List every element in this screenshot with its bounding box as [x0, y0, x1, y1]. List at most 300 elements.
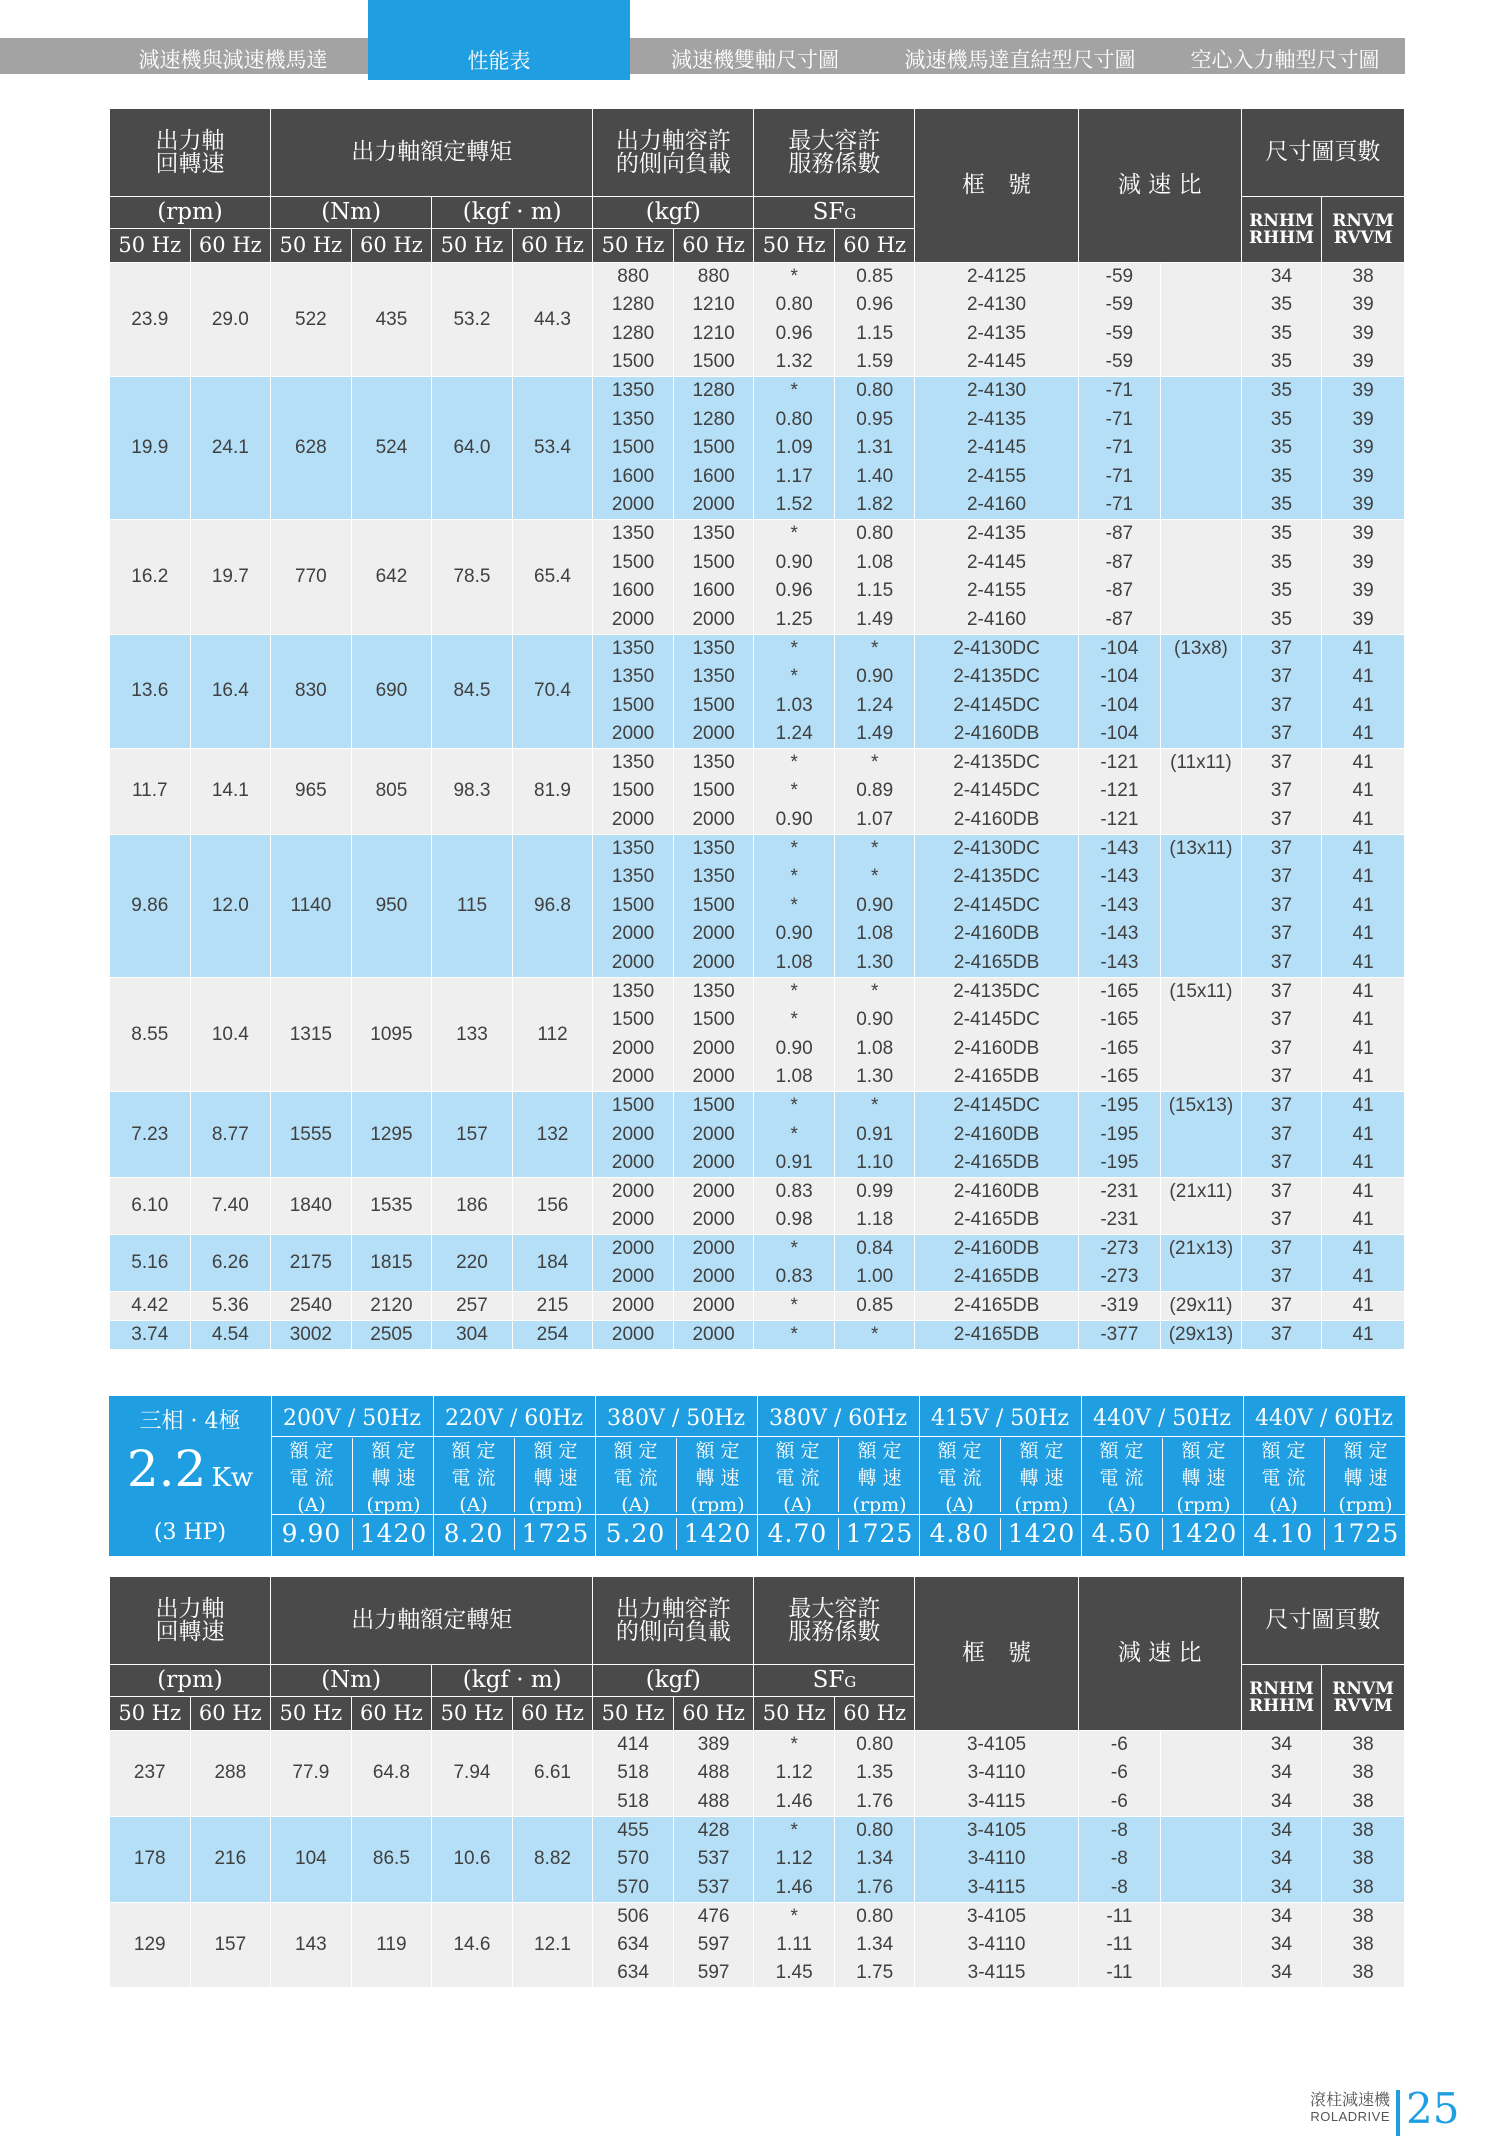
motor-rated-current: 5.20 — [605, 1519, 666, 1548]
cell-load-60: 2000 — [673, 491, 754, 520]
cell-load-60: 2000 — [673, 1235, 754, 1264]
cell-sf-60: 1.08 — [834, 1035, 915, 1064]
nav-tab-reducers[interactable]: 減速機與減速機馬達 — [138, 48, 328, 72]
cell-load-50: 2000 — [593, 491, 674, 520]
cell-sf-50: * — [754, 1320, 835, 1349]
rated-speed-label: 額 定 轉 速 — [857, 1440, 902, 1489]
header-hz60: 60 Hz — [673, 1697, 754, 1731]
cell-sf-50: * — [754, 1731, 835, 1760]
table-row — [110, 263, 1405, 292]
table-row — [110, 977, 1405, 1006]
cell-rpm60: 4.54 — [190, 1320, 271, 1349]
cell-sf-60: * — [834, 1320, 915, 1349]
cell-sf-60: * — [834, 749, 915, 778]
cell-sf-60: 0.90 — [834, 892, 915, 921]
header-speed-title: 出力軸 回轉速 — [110, 1577, 271, 1665]
cell-frame: 2-4135 — [915, 405, 1078, 434]
cell-dim-rnvm: 41 — [1322, 1206, 1405, 1235]
cell-frame: 2-4160DB — [915, 720, 1078, 749]
cell-sf-50: 0.90 — [754, 920, 835, 949]
cell-ratio: -104 — [1078, 720, 1161, 749]
cell-sf-60: 0.80 — [834, 1731, 915, 1760]
cell-dim-rnvm: 41 — [1322, 691, 1405, 720]
motor-spec-band — [109, 1396, 1405, 1556]
cell-ratio: -11 — [1078, 1931, 1161, 1960]
header-hz60: 60 Hz — [512, 229, 593, 263]
cell-load-50: 634 — [593, 1931, 674, 1960]
nav-tab-hollow-shaft[interactable]: 空心入力軸型尺寸圖 — [1190, 48, 1380, 72]
cell-rpm60: 216 — [190, 1816, 271, 1902]
cell-sf-60: 1.40 — [834, 463, 915, 492]
header-sf-unit — [754, 197, 915, 229]
header-hz60: 60 Hz — [834, 229, 915, 263]
cell-ratio-note — [1161, 920, 1242, 949]
cell-load-50: 2000 — [593, 720, 674, 749]
cell-sf-50: * — [754, 634, 835, 663]
cell-load-60: 1350 — [673, 863, 754, 892]
cell-ratio: -87 — [1078, 520, 1161, 549]
motor-hp: (3 HP) — [153, 1520, 227, 1545]
cell-rpm60: 14.1 — [190, 749, 271, 835]
nav-tab-dual-shaft[interactable]: 減速機雙軸尺寸圖 — [671, 48, 839, 72]
cell-ratio-note: (13x11) — [1161, 834, 1242, 863]
cell-rpm60: 16.4 — [190, 634, 271, 748]
cell-rpm60: 10.4 — [190, 977, 271, 1091]
cell-sf-60: 0.80 — [834, 377, 915, 406]
table-row — [110, 1320, 1405, 1349]
cell-dim-rnhm: 35 — [1241, 491, 1322, 520]
motor-rated-current: 4.70 — [767, 1519, 828, 1548]
cell-dim-rnhm: 35 — [1241, 320, 1322, 349]
header-load-title: 出力軸容許 的側向負載 — [593, 1577, 754, 1665]
cell-dim-rnhm: 37 — [1241, 1063, 1322, 1092]
cell-ratio: -377 — [1078, 1320, 1161, 1349]
cell-kgf60: 12.1 — [512, 1902, 593, 1988]
cell-ratio: -143 — [1078, 920, 1161, 949]
cell-dim-rnhm: 37 — [1241, 634, 1322, 663]
motor-power-value: 2.2 — [126, 1440, 207, 1498]
cell-sf-60: 1.30 — [834, 949, 915, 978]
cell-dim-rnhm: 37 — [1241, 1292, 1322, 1321]
cell-ratio-note — [1161, 548, 1242, 577]
cell-dim-rnhm: 37 — [1241, 1235, 1322, 1264]
cell-sf-60: 1.30 — [834, 1063, 915, 1092]
cell-load-50: 518 — [593, 1759, 674, 1788]
cell-kgf60: 254 — [512, 1320, 593, 1349]
cell-dim-rnhm: 37 — [1241, 834, 1322, 863]
cell-load-60: 2000 — [673, 806, 754, 835]
cell-load-60: 1500 — [673, 348, 754, 377]
rated-speed-label: 額 定 轉 速 — [1181, 1440, 1226, 1489]
cell-dim-rnvm: 41 — [1322, 1092, 1405, 1121]
cell-load-50: 506 — [593, 1902, 674, 1931]
cell-sf-50: 0.90 — [754, 548, 835, 577]
cell-kgf60: 8.82 — [512, 1816, 593, 1902]
cell-load-60: 1350 — [673, 749, 754, 778]
cell-frame: 2-4160DB — [915, 806, 1078, 835]
rated-current-label: 額 定 電 流 — [289, 1440, 334, 1489]
cell-load-60: 597 — [673, 1931, 754, 1960]
cell-load-50: 1500 — [593, 892, 674, 921]
cell-frame: 3-4110 — [915, 1845, 1078, 1874]
cell-load-60: 2000 — [673, 1120, 754, 1149]
cell-kgf50: 7.94 — [432, 1731, 513, 1817]
motor-power — [109, 1440, 271, 1498]
cell-dim-rnhm: 37 — [1241, 1206, 1322, 1235]
cell-sf-50: * — [754, 1006, 835, 1035]
cell-dim-rnhm: 37 — [1241, 663, 1322, 692]
table-row — [110, 1092, 1405, 1121]
header-load-title: 出力軸容許 的側向負載 — [593, 109, 754, 197]
cell-ratio: -87 — [1078, 548, 1161, 577]
cell-dim-rnvm: 39 — [1322, 377, 1405, 406]
cell-dim-rnhm: 37 — [1241, 749, 1322, 778]
cell-dim-rnhm: 37 — [1241, 1149, 1322, 1178]
motor-speed-header — [1000, 1438, 1082, 1516]
cell-ratio: -273 — [1078, 1263, 1161, 1292]
cell-kgf50: 64.0 — [432, 377, 513, 520]
cell-ratio: -87 — [1078, 606, 1161, 635]
cell-load-50: 2000 — [593, 1063, 674, 1092]
cell-sf-50: 1.17 — [754, 463, 835, 492]
cell-ratio-note — [1161, 1759, 1242, 1788]
cell-dim-rnvm: 38 — [1322, 1931, 1405, 1960]
rated-speed-unit: (rpm) — [690, 1494, 745, 1516]
cell-load-50: 1350 — [593, 663, 674, 692]
cell-dim-rnhm: 37 — [1241, 1120, 1322, 1149]
cell-nm50: 143 — [271, 1902, 352, 1988]
cell-ratio: -319 — [1078, 1292, 1161, 1321]
header-torque-unit-kgf: (kgf · m) — [432, 1665, 593, 1697]
cell-nm60: 524 — [351, 377, 432, 520]
motor-rated-current: 9.90 — [281, 1519, 342, 1548]
cell-dim-rnhm: 37 — [1241, 949, 1322, 978]
cell-rpm60: 8.77 — [190, 1092, 271, 1178]
cell-dim-rnvm: 41 — [1322, 1035, 1405, 1064]
cell-rpm50: 13.6 — [110, 634, 191, 748]
cell-dim-rnhm: 35 — [1241, 548, 1322, 577]
cell-load-60: 488 — [673, 1788, 754, 1817]
cell-load-60: 1500 — [673, 892, 754, 921]
cell-ratio: -59 — [1078, 263, 1161, 292]
cell-load-60: 1210 — [673, 291, 754, 320]
cell-ratio-note — [1161, 1120, 1242, 1149]
header-load-unit: (kgf) — [593, 197, 754, 229]
cell-sf-60: 0.84 — [834, 1235, 915, 1264]
cell-frame: 2-4135DC — [915, 977, 1078, 1006]
cell-nm60: 1815 — [351, 1235, 432, 1292]
cell-load-50: 1350 — [593, 377, 674, 406]
cell-sf-60: 1.34 — [834, 1845, 915, 1874]
cell-dim-rnvm: 38 — [1322, 1788, 1405, 1817]
motor-speed-header — [352, 1438, 434, 1516]
cell-sf-60: 1.15 — [834, 577, 915, 606]
cell-rpm50: 6.10 — [110, 1178, 191, 1235]
motor-current-header — [595, 1438, 676, 1516]
motor-rated-current: 4.50 — [1091, 1519, 1152, 1548]
cell-sf-60: 0.99 — [834, 1178, 915, 1207]
cell-load-50: 1500 — [593, 1006, 674, 1035]
cell-ratio: -195 — [1078, 1092, 1161, 1121]
cell-dim-rnhm: 37 — [1241, 920, 1322, 949]
header-torque-unit-nm: (Nm) — [271, 197, 432, 229]
footer-brand-en: ROLADRIVE — [1310, 2108, 1390, 2124]
cell-sf-50: * — [754, 892, 835, 921]
cell-rpm60: 157 — [190, 1902, 271, 1988]
cell-ratio-note — [1161, 1931, 1242, 1960]
cell-load-50: 570 — [593, 1845, 674, 1874]
motor-current-header — [433, 1438, 514, 1516]
cell-load-50: 1350 — [593, 749, 674, 778]
cell-dim-rnvm: 41 — [1322, 949, 1405, 978]
cell-load-60: 2000 — [673, 606, 754, 635]
cell-nm50: 77.9 — [271, 1731, 352, 1817]
cell-ratio-note — [1161, 263, 1242, 292]
cell-dim-rnhm: 34 — [1241, 1845, 1322, 1874]
header-ratio-title: 減 速 比 — [1078, 1577, 1241, 1731]
cell-frame: 2-4125 — [915, 263, 1078, 292]
cell-dim-rnvm: 41 — [1322, 920, 1405, 949]
cell-sf-50: 1.09 — [754, 434, 835, 463]
rated-speed-unit: (rpm) — [1176, 1494, 1231, 1516]
cell-load-60: 476 — [673, 1902, 754, 1931]
cell-sf-60: 1.07 — [834, 806, 915, 835]
cell-rpm60: 19.7 — [190, 520, 271, 634]
cell-frame: 2-4165DB — [915, 1292, 1078, 1321]
cell-ratio-note — [1161, 1731, 1242, 1760]
cell-sf-50: 1.46 — [754, 1873, 835, 1902]
cell-load-50: 2000 — [593, 1320, 674, 1349]
cell-dim-rnhm: 34 — [1241, 1759, 1322, 1788]
cell-ratio: -8 — [1078, 1873, 1161, 1902]
cell-nm60: 690 — [351, 634, 432, 748]
cell-sf-60: 0.89 — [834, 777, 915, 806]
cell-ratio-note — [1161, 1902, 1242, 1931]
cell-frame: 3-4115 — [915, 1873, 1078, 1902]
cell-sf-50: 0.96 — [754, 320, 835, 349]
cell-load-50: 2000 — [593, 1120, 674, 1149]
motor-voltage-label: 415V / 50Hz — [930, 1406, 1070, 1431]
cell-ratio-note — [1161, 1788, 1242, 1817]
cell-dim-rnvm: 38 — [1322, 1873, 1405, 1902]
rated-speed-label: 額 定 轉 速 — [1343, 1440, 1388, 1489]
motor-speed-header — [1324, 1438, 1406, 1516]
cell-load-60: 428 — [673, 1816, 754, 1845]
cell-dim-rnhm: 34 — [1241, 1902, 1322, 1931]
motor-voltage-label: 220V / 60Hz — [444, 1406, 584, 1431]
footer-divider — [1396, 2090, 1400, 2136]
cell-frame: 3-4105 — [915, 1816, 1078, 1845]
motor-voltage-label: 380V / 60Hz — [768, 1406, 908, 1431]
cell-rpm50: 8.55 — [110, 977, 191, 1091]
cell-load-50: 1350 — [593, 520, 674, 549]
cell-sf-60: * — [834, 634, 915, 663]
cell-ratio-note — [1161, 806, 1242, 835]
cell-ratio-note — [1161, 1263, 1242, 1292]
cell-dim-rnvm: 41 — [1322, 749, 1405, 778]
table-row — [110, 634, 1405, 663]
motor-speed-header — [1162, 1438, 1244, 1516]
table-row — [110, 1292, 1405, 1321]
cell-load-50: 1350 — [593, 634, 674, 663]
cell-kgf60: 96.8 — [512, 834, 593, 977]
nav-tab-performance[interactable]: 性能表 — [368, 0, 630, 80]
rated-speed-label: 額 定 轉 速 — [533, 1440, 578, 1489]
cell-sf-60: 0.85 — [834, 263, 915, 292]
cell-ratio: -6 — [1078, 1759, 1161, 1788]
cell-dim-rnhm: 37 — [1241, 977, 1322, 1006]
cell-frame: 2-4130DC — [915, 634, 1078, 663]
cell-dim-rnvm: 38 — [1322, 1845, 1405, 1874]
cell-frame: 3-4115 — [915, 1959, 1078, 1988]
cell-rpm60: 288 — [190, 1731, 271, 1817]
cell-ratio: -273 — [1078, 1235, 1161, 1264]
cell-ratio-note — [1161, 577, 1242, 606]
footer-brand — [1310, 2092, 1390, 2124]
cell-frame: 2-4160DB — [915, 1178, 1078, 1207]
rated-current-unit: (A) — [945, 1494, 974, 1516]
cell-ratio-note — [1161, 1063, 1242, 1092]
cell-nm50: 770 — [271, 520, 352, 634]
cell-sf-50: * — [754, 377, 835, 406]
cell-frame: 2-4160DB — [915, 920, 1078, 949]
cell-ratio: -165 — [1078, 1035, 1161, 1064]
cell-load-60: 1350 — [673, 634, 754, 663]
cell-rpm50: 9.86 — [110, 834, 191, 977]
cell-nm50: 3002 — [271, 1320, 352, 1349]
cell-load-60: 1350 — [673, 834, 754, 863]
cell-ratio: -165 — [1078, 977, 1161, 1006]
cell-dim-rnvm: 39 — [1322, 320, 1405, 349]
cell-frame: 3-4115 — [915, 1788, 1078, 1817]
cell-sf-60: 0.95 — [834, 405, 915, 434]
cell-dim-rnhm: 34 — [1241, 1788, 1322, 1817]
cell-frame: 2-4160 — [915, 491, 1078, 520]
cell-load-50: 1500 — [593, 691, 674, 720]
performance-table-2 — [109, 1576, 1405, 1988]
cell-dim-rnhm: 34 — [1241, 1816, 1322, 1845]
cell-sf-50: * — [754, 520, 835, 549]
cell-dim-rnhm: 37 — [1241, 1320, 1322, 1349]
cell-load-60: 2000 — [673, 920, 754, 949]
cell-dim-rnvm: 39 — [1322, 520, 1405, 549]
cell-ratio-note — [1161, 1816, 1242, 1845]
header-hz50: 50 Hz — [593, 229, 674, 263]
cell-sf-50: 0.96 — [754, 577, 835, 606]
cell-dim-rnvm: 41 — [1322, 663, 1405, 692]
cell-dim-rnvm: 41 — [1322, 1120, 1405, 1149]
cell-ratio-note — [1161, 520, 1242, 549]
cell-sf-50: * — [754, 834, 835, 863]
cell-frame: 2-4155 — [915, 463, 1078, 492]
cell-sf-60: 1.08 — [834, 548, 915, 577]
cell-dim-rnhm: 37 — [1241, 1035, 1322, 1064]
cell-nm50: 965 — [271, 749, 352, 835]
cell-sf-50: 1.08 — [754, 949, 835, 978]
cell-nm60: 1095 — [351, 977, 432, 1091]
footer-brand-cn: 滾柱減速機 — [1309, 2092, 1390, 2109]
cell-dim-rnvm: 41 — [1322, 1006, 1405, 1035]
cell-sf-50: * — [754, 663, 835, 692]
rated-speed-label: 額 定 轉 速 — [371, 1440, 416, 1489]
table-row — [110, 1235, 1405, 1264]
rated-current-label: 額 定 電 流 — [613, 1440, 658, 1489]
cell-ratio-note: (13x8) — [1161, 634, 1242, 663]
cell-ratio: -143 — [1078, 834, 1161, 863]
cell-ratio: -87 — [1078, 577, 1161, 606]
cell-ratio: -104 — [1078, 634, 1161, 663]
cell-load-50: 2000 — [593, 1178, 674, 1207]
cell-load-60: 2000 — [673, 1320, 754, 1349]
cell-ratio-note — [1161, 777, 1242, 806]
cell-dim-rnhm: 35 — [1241, 291, 1322, 320]
cell-load-50: 455 — [593, 1816, 674, 1845]
cell-nm60: 642 — [351, 520, 432, 634]
cell-sf-50: 0.90 — [754, 806, 835, 835]
cell-kgf50: 157 — [432, 1092, 513, 1178]
cell-load-50: 2000 — [593, 806, 674, 835]
cell-load-60: 389 — [673, 1731, 754, 1760]
header-torque-unit-kgf: (kgf · m) — [432, 197, 593, 229]
cell-dim-rnvm: 38 — [1322, 1731, 1405, 1760]
cell-load-50: 1500 — [593, 777, 674, 806]
sf-symbol: SF — [812, 199, 845, 225]
motor-power-unit: Kw — [211, 1463, 254, 1493]
nav-tab-direct-coupled[interactable]: 減速機馬達直結型尺寸圖 — [904, 48, 1136, 72]
cell-load-60: 2000 — [673, 1063, 754, 1092]
cell-ratio-note — [1161, 405, 1242, 434]
cell-sf-60: 0.90 — [834, 663, 915, 692]
cell-ratio: -231 — [1078, 1206, 1161, 1235]
cell-load-50: 2000 — [593, 1149, 674, 1178]
cell-sf-50: 1.45 — [754, 1959, 835, 1988]
motor-current-header — [919, 1438, 1000, 1516]
cell-ratio-note — [1161, 320, 1242, 349]
header-frame-title: 框 號 — [915, 1577, 1078, 1731]
cell-sf-60: 1.15 — [834, 320, 915, 349]
cell-frame: 2-4160DB — [915, 1120, 1078, 1149]
cell-dim-rnvm: 39 — [1322, 348, 1405, 377]
cell-load-50: 1500 — [593, 548, 674, 577]
cell-dim-rnhm: 37 — [1241, 1092, 1322, 1121]
cell-ratio: -121 — [1078, 749, 1161, 778]
cell-dim-rnvm: 41 — [1322, 1235, 1405, 1264]
motor-rated-current: 4.10 — [1253, 1519, 1314, 1548]
cell-sf-60: 1.75 — [834, 1959, 915, 1988]
cell-ratio: -71 — [1078, 491, 1161, 520]
cell-sf-60: 1.82 — [834, 491, 915, 520]
cell-kgf60: 44.3 — [512, 263, 593, 377]
cell-ratio: -6 — [1078, 1788, 1161, 1817]
cell-nm50: 1140 — [271, 834, 352, 977]
cell-kgf50: 186 — [432, 1178, 513, 1235]
cell-sf-50: 0.83 — [754, 1263, 835, 1292]
header-hz50: 50 Hz — [271, 229, 352, 263]
cell-load-60: 1210 — [673, 320, 754, 349]
cell-nm50: 104 — [271, 1816, 352, 1902]
cell-load-60: 880 — [673, 263, 754, 292]
cell-load-50: 2000 — [593, 606, 674, 635]
cell-nm50: 2540 — [271, 1292, 352, 1321]
cell-sf-50: 0.98 — [754, 1206, 835, 1235]
cell-dim-rnhm: 37 — [1241, 806, 1322, 835]
cell-dim-rnhm: 34 — [1241, 1931, 1322, 1960]
rated-current-unit: (A) — [621, 1494, 650, 1516]
table-row — [110, 1816, 1405, 1845]
cell-sf-50: 0.91 — [754, 1149, 835, 1178]
cell-ratio-note — [1161, 691, 1242, 720]
cell-kgf60: 6.61 — [512, 1731, 593, 1817]
